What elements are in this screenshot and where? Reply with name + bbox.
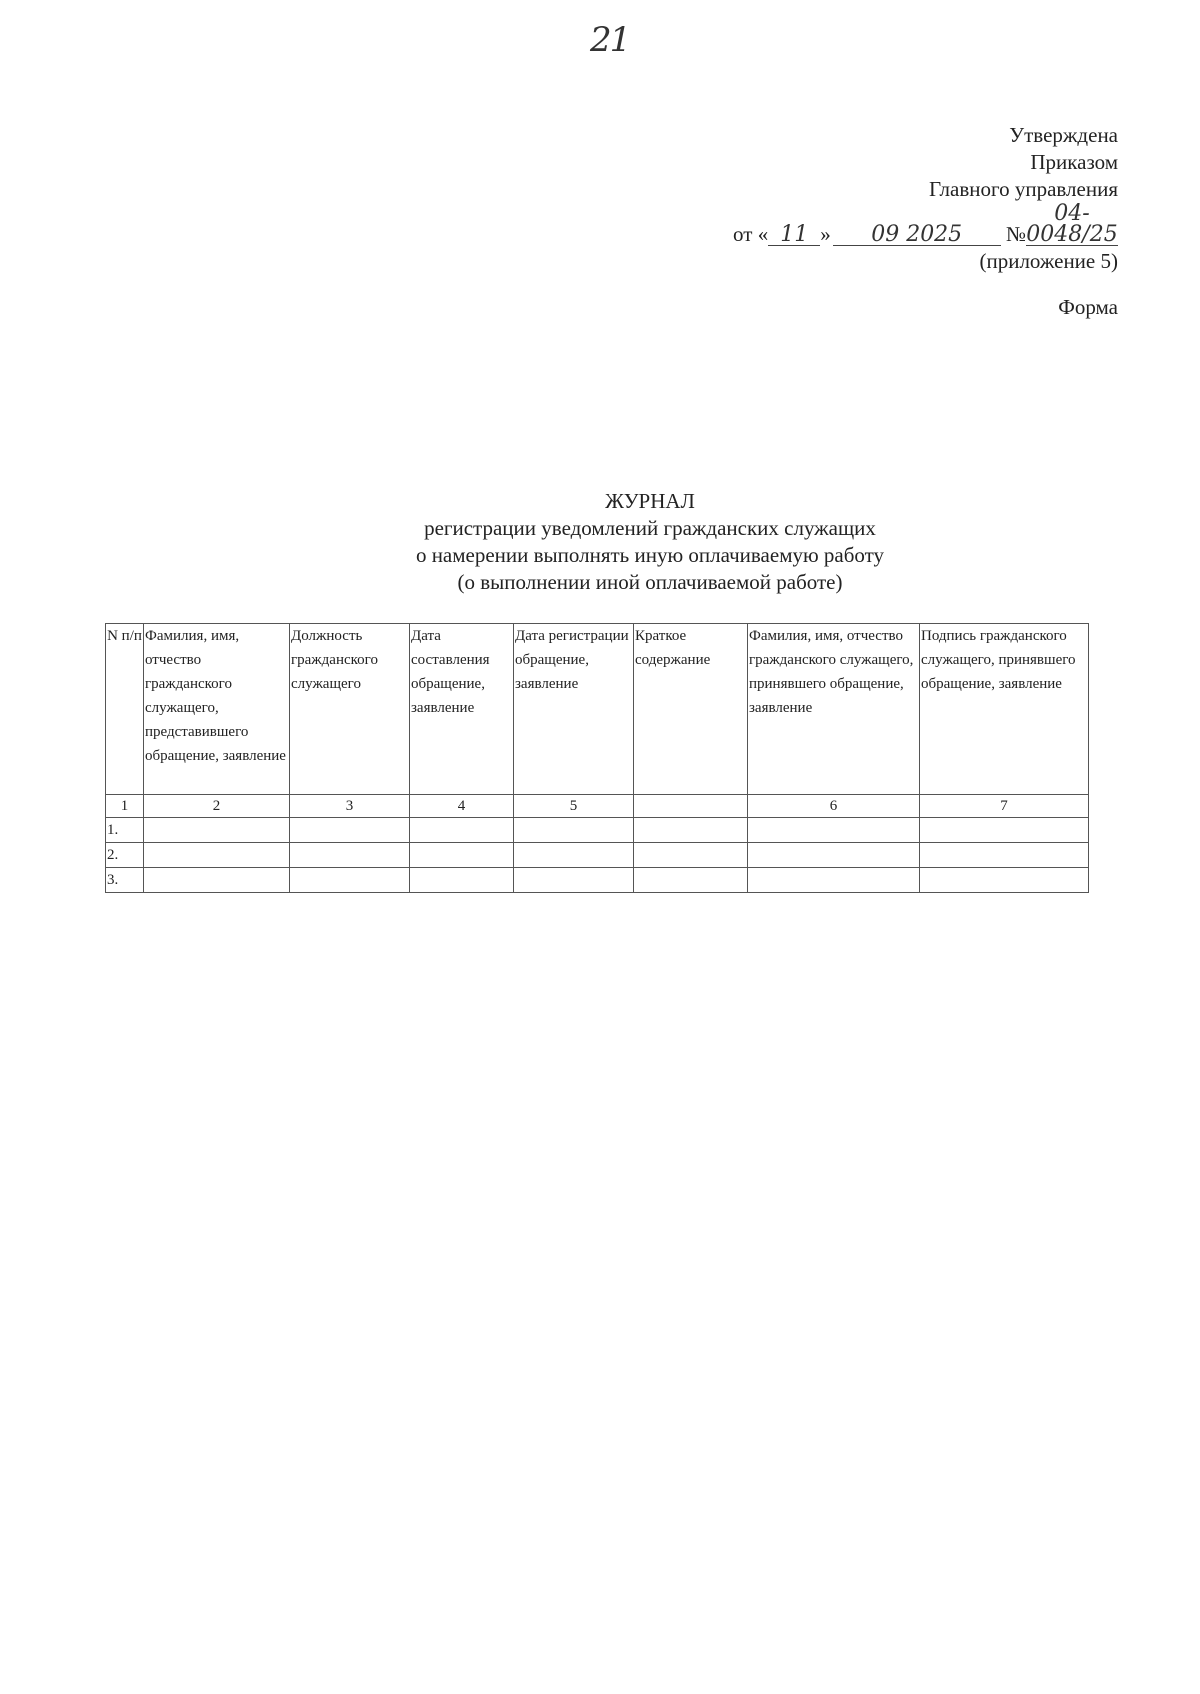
table-row (106, 868, 1089, 893)
empty-cell (144, 843, 290, 868)
table-row (106, 818, 1089, 843)
form-label: Форма (1058, 295, 1118, 319)
number-handwritten: 04-0048/25 (1026, 201, 1118, 247)
empty-cell (920, 843, 1089, 868)
empty-cell (634, 818, 748, 843)
header-cell: Дата составления обращение, заявление (410, 624, 514, 795)
row-number-cell: 2. (106, 843, 144, 868)
header-cell: Дата регистрации обращение, заявление (514, 624, 634, 795)
date-blank (833, 224, 1001, 246)
approval-block (733, 122, 1118, 275)
column-number-cell: 2 (144, 795, 290, 818)
header-cell: N п/п (106, 624, 144, 795)
journal-heading: ЖУРНАЛ (605, 489, 695, 513)
empty-cell (410, 843, 514, 868)
date-handwritten: 09 2025 (871, 222, 963, 247)
approval-line-3: Главного управления (929, 177, 1118, 201)
approval-date-line (733, 203, 1118, 248)
column-number-cell: 1 (106, 795, 144, 818)
empty-cell (920, 868, 1089, 893)
number-label: № (1005, 222, 1026, 246)
empty-cell (144, 868, 290, 893)
empty-cell (290, 818, 410, 843)
day-handwritten: 11 (780, 222, 809, 247)
empty-cell (634, 868, 748, 893)
quote-close: » (820, 222, 831, 246)
column-number-cell: 3 (290, 795, 410, 818)
day-blank (768, 224, 820, 246)
empty-cell (290, 868, 410, 893)
row-number-cell: 1. (106, 818, 144, 843)
column-number-cell: 5 (514, 795, 634, 818)
number-blank (1026, 203, 1118, 246)
column-number-cell (634, 795, 748, 818)
approval-line-1: Утверждена (1009, 123, 1118, 147)
journal-title-block (0, 488, 1200, 596)
column-number-cell: 7 (920, 795, 1089, 818)
row-number-cell: 3. (106, 868, 144, 893)
header-cell: Должность гражданского служащего (290, 624, 410, 795)
column-number-row (106, 795, 1089, 818)
empty-cell (290, 843, 410, 868)
column-number-cell: 6 (748, 795, 920, 818)
empty-cell (144, 818, 290, 843)
table-header-row (106, 624, 1089, 795)
table-row (106, 843, 1089, 868)
approval-line-2: Приказом (1030, 150, 1118, 174)
header-cell: Подпись гражданского служащего, принявшего обращение, заявление (920, 624, 1089, 795)
empty-cell (748, 868, 920, 893)
empty-cell (410, 818, 514, 843)
empty-cell (634, 843, 748, 868)
appendix-line: (приложение 5) (979, 249, 1118, 273)
page-number: 21 (590, 20, 630, 60)
empty-cell (514, 843, 634, 868)
empty-cell (514, 818, 634, 843)
journal-subtitle-2: о намерении выполнять иную оплачиваемую работу (415, 543, 885, 567)
journal-table (105, 623, 1089, 893)
journal-subtitle-3: (о выполнении иной оплачиваемой работе) (457, 570, 843, 594)
empty-cell (514, 868, 634, 893)
empty-cell (410, 868, 514, 893)
header-cell: Фамилия, имя, отчество гражданского служащего, принявшего обращение, заявление (748, 624, 920, 795)
header-cell: Краткое содержание (634, 624, 748, 795)
journal-subtitle-1: регистрации уведомлений гражданских служащих (424, 516, 876, 540)
header-cell: Фамилия, имя, отчество гражданского служащего, представившего обращение, заявление (144, 624, 290, 795)
column-number-cell: 4 (410, 795, 514, 818)
from-label: от « (733, 222, 769, 246)
empty-cell (920, 818, 1089, 843)
empty-cell (748, 843, 920, 868)
empty-cell (748, 818, 920, 843)
